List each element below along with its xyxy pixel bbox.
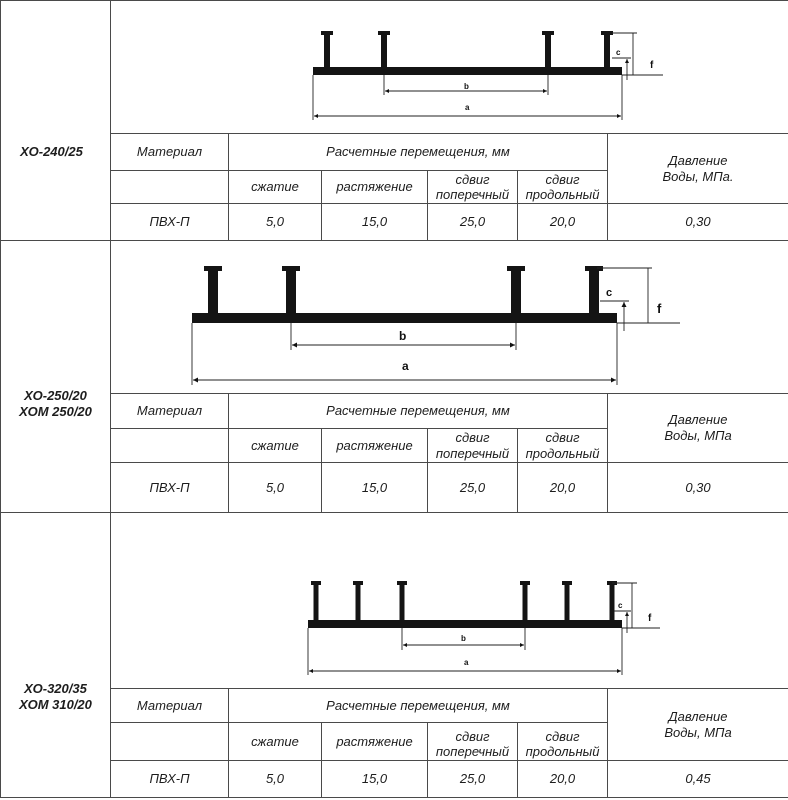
shear-transverse-value: 25,0 — [428, 761, 518, 798]
shear-transverse-header — [428, 723, 518, 761]
profile-rib — [545, 35, 551, 68]
rib-cap — [378, 31, 390, 35]
pressure-header-line-2: Воды, МПа — [664, 724, 732, 740]
compression-value: 5,0 — [229, 463, 322, 513]
pressure-header — [608, 689, 788, 761]
section-xo-240-25 — [1, 1, 788, 241]
shear-longitudinal-header — [518, 723, 608, 761]
dimension-f-label: f — [650, 60, 654, 71]
dimension-c-label: c — [618, 601, 623, 610]
profile-rib — [356, 585, 361, 621]
profile-drawing-cell — [111, 1, 788, 134]
shear-longitudinal-header — [518, 429, 608, 463]
shear-longitudinal-line-2: продольный — [525, 445, 600, 461]
profile-rib — [400, 585, 405, 621]
rib-cap — [520, 581, 530, 585]
profile-drawing-cell — [111, 513, 788, 689]
profile-rib — [604, 35, 610, 68]
profile-rib — [589, 270, 599, 314]
tension-value: 15,0 — [322, 204, 428, 241]
rib-cap — [353, 581, 363, 585]
tension-header: растяжение — [322, 723, 428, 761]
dimension-c-label: c — [606, 287, 613, 299]
rib-cap — [397, 581, 407, 585]
dimension-a-label: a — [402, 359, 409, 373]
profile-drawing — [111, 241, 788, 393]
shear-longitudinal-value: 20,0 — [518, 761, 608, 798]
shear-longitudinal-value: 20,0 — [518, 204, 608, 241]
pressure-header-line-2: Воды, МПа. — [662, 168, 734, 184]
shear-longitudinal-line-2: продольный — [525, 743, 600, 759]
compression-header: сжатие — [229, 171, 322, 204]
pressure-header-line-1: Давление — [668, 412, 728, 427]
profile-rib — [286, 270, 296, 314]
model-name: ХОМ 310/20 — [19, 696, 92, 712]
rib-cap — [282, 266, 300, 271]
profile-base — [192, 313, 617, 323]
profile-rib — [208, 270, 218, 314]
profile-base — [313, 67, 622, 75]
shear-longitudinal-line-1: сдвиг — [545, 429, 580, 445]
dimension-lines — [313, 33, 663, 120]
shear-transverse-line-1: сдвиг — [455, 172, 490, 187]
dimension-a-label: a — [465, 103, 470, 112]
profile-rib — [324, 35, 330, 68]
section-xo-320-35 — [1, 513, 788, 798]
dimension-a-label: a — [464, 658, 469, 667]
shear-transverse-line-2: поперечный — [435, 187, 510, 202]
compression-value: 5,0 — [229, 761, 322, 798]
material-header: Материал — [111, 134, 229, 171]
pressure-header-line-2: Воды, МПа — [664, 428, 732, 443]
model-name: ХОМ 250/20 — [19, 404, 92, 419]
profile-ribs — [204, 266, 603, 314]
model-name: ХО-250/20 — [24, 388, 87, 403]
rib-cap — [601, 31, 613, 35]
rib-cap — [204, 266, 222, 271]
model-name: ХО-320/35 — [24, 680, 87, 696]
material-subheader-empty — [111, 723, 229, 761]
shear-longitudinal-value: 20,0 — [518, 463, 608, 513]
profile-rib — [511, 270, 521, 314]
dimension-c-label: c — [616, 48, 621, 57]
profile-rib — [314, 585, 319, 621]
shear-longitudinal-line-2: продольный — [525, 187, 600, 202]
dimension-b-label: b — [399, 329, 407, 343]
movements-header: Расчетные перемещения, мм — [229, 689, 608, 723]
shear-transverse-value: 25,0 — [428, 204, 518, 241]
shear-transverse-header — [428, 429, 518, 463]
profile-rib — [381, 35, 387, 68]
rib-cap — [507, 266, 525, 271]
dimension-lines — [192, 268, 680, 385]
profile-base — [308, 620, 622, 628]
rib-cap — [542, 31, 554, 35]
material-value: ПВХ-П — [111, 204, 229, 241]
pressure-header — [608, 134, 788, 204]
compression-value: 5,0 — [229, 204, 322, 241]
dimension-b-label: b — [464, 82, 469, 91]
pressure-value: 0,30 — [608, 204, 788, 241]
pressure-value: 0,30 — [608, 463, 788, 513]
rib-cap — [321, 31, 333, 35]
section-xo-250-20 — [1, 241, 788, 513]
model-label-cell — [1, 513, 111, 798]
model-name: ХО-240/25 — [20, 143, 83, 159]
compression-header: сжатие — [229, 429, 322, 463]
shear-transverse-header — [428, 171, 518, 204]
profile-drawing — [111, 513, 788, 688]
profile-ribs — [311, 581, 617, 621]
shear-transverse-line-1: сдвиг — [455, 429, 490, 445]
pressure-header — [608, 394, 788, 463]
profile-rib — [523, 585, 528, 621]
shear-longitudinal-header — [518, 171, 608, 204]
rib-cap — [585, 266, 603, 271]
model-label-cell — [1, 1, 111, 241]
shear-transverse-value: 25,0 — [428, 463, 518, 513]
shear-longitudinal-line-1: сдвиг — [545, 728, 580, 744]
tension-header: растяжение — [322, 429, 428, 463]
material-subheader-empty — [111, 171, 229, 204]
material-header: Материал — [111, 394, 229, 429]
profile-rib — [610, 585, 615, 621]
profile-drawing-cell — [111, 241, 788, 394]
dimension-f-label: f — [657, 301, 662, 316]
movements-header: Расчетные перемещения, мм — [229, 394, 608, 429]
dimension-lines — [308, 583, 660, 675]
shear-transverse-line-1: сдвиг — [455, 728, 490, 744]
shear-longitudinal-line-1: сдвиг — [545, 172, 580, 187]
pressure-value: 0,45 — [608, 761, 788, 798]
material-subheader-empty — [111, 429, 229, 463]
dimension-b-label: b — [461, 634, 466, 643]
tension-value: 15,0 — [322, 463, 428, 513]
material-value: ПВХ-П — [111, 463, 229, 513]
tension-header: растяжение — [322, 171, 428, 204]
shear-transverse-line-2: поперечный — [435, 743, 510, 759]
table-row — [1, 761, 788, 798]
material-header: Материал — [111, 689, 229, 723]
model-label-cell — [1, 241, 111, 513]
material-value: ПВХ-П — [111, 761, 229, 798]
shear-transverse-line-2: поперечный — [435, 445, 510, 461]
pressure-header-line-1: Давление — [668, 708, 728, 724]
rib-cap — [311, 581, 321, 585]
rib-cap — [562, 581, 572, 585]
tension-value: 15,0 — [322, 761, 428, 798]
profile-ribs — [321, 31, 613, 68]
table-row — [1, 463, 788, 513]
profile-rib — [565, 585, 570, 621]
pressure-header-line-1: Давление — [668, 152, 728, 168]
movements-header: Расчетные перемещения, мм — [229, 134, 608, 171]
dimension-f-label: f — [648, 613, 652, 624]
profile-drawing — [111, 1, 788, 133]
compression-header: сжатие — [229, 723, 322, 761]
table-row — [1, 204, 788, 241]
